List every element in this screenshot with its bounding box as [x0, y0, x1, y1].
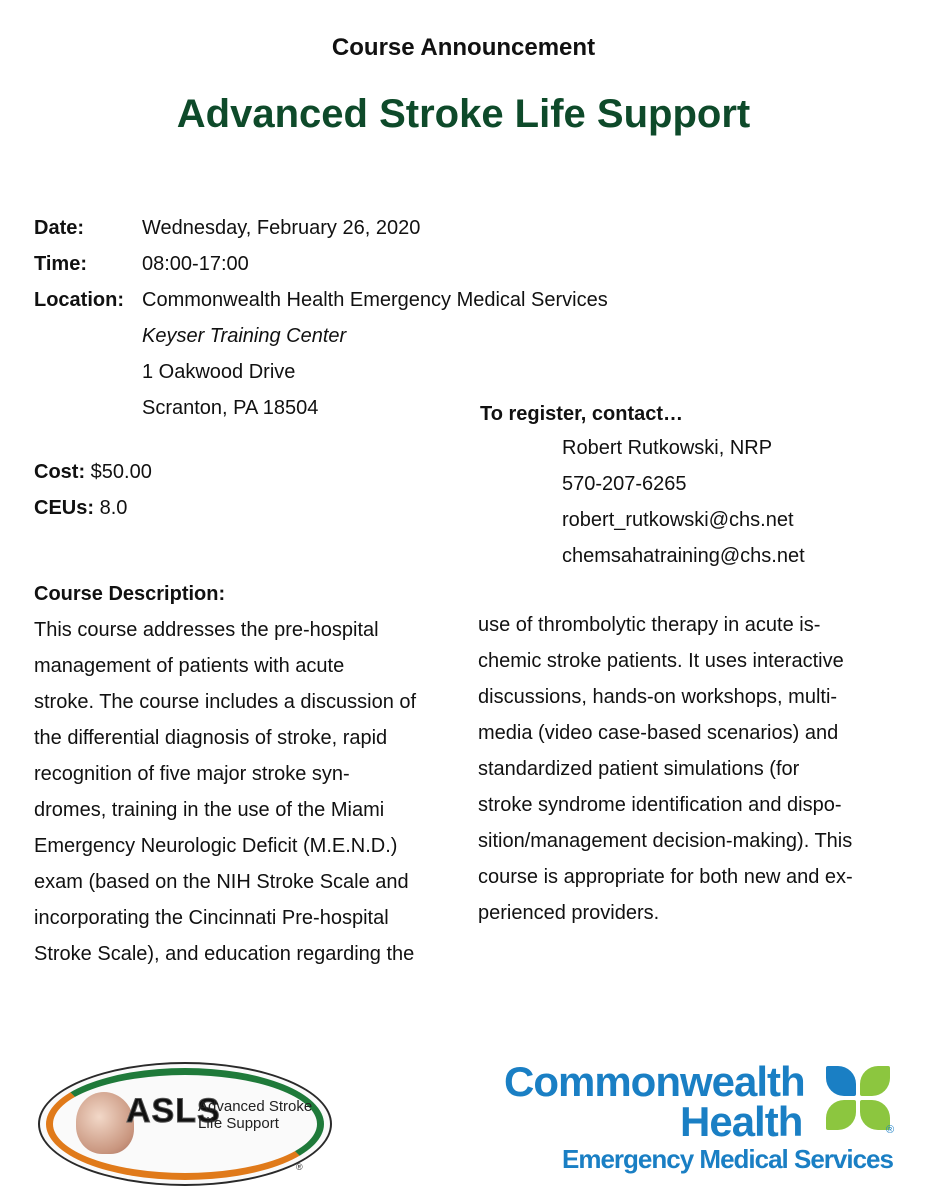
- contact-phone: 570-207-6265: [562, 473, 687, 495]
- logo-word-commonwealth: Commonwealth: [504, 1058, 805, 1105]
- description-line: sition/management decision-making). This: [478, 830, 853, 852]
- date-row: [0, 210, 927, 246]
- contact-name: Robert Rutkowski, NRP: [562, 437, 773, 459]
- asls-logo-text: [198, 1098, 312, 1132]
- description-line: course is appropriate for both new and ex-: [478, 866, 853, 888]
- description-right-column: [478, 607, 853, 931]
- location-line: Keyser Training Center: [142, 325, 347, 347]
- registered-mark: ®: [886, 1124, 895, 1136]
- asls-logo-abbr: ASLS: [126, 1092, 221, 1130]
- announcement-heading: Course Announcement: [331, 34, 596, 61]
- description-line: This course addresses the pre-hospital: [34, 619, 379, 641]
- cost-row: [34, 454, 152, 490]
- registered-mark: ®: [296, 1162, 303, 1172]
- time-label: Time:: [34, 253, 87, 275]
- description-line: stroke. The course includes a discussion of: [34, 691, 417, 713]
- location-line: 1 Oakwood Drive: [142, 361, 296, 383]
- date-label: Date:: [34, 217, 85, 239]
- asls-logo: [38, 1062, 336, 1190]
- register-heading: To register, contact…: [480, 403, 684, 425]
- description-line: use of thrombolytic therapy in acute is-: [478, 614, 821, 636]
- description-line: exam (based on the NIH Stroke Scale and: [34, 871, 409, 893]
- description-line: perienced providers.: [478, 902, 660, 924]
- description-line: stroke syndrome identification and dispo-: [478, 794, 842, 816]
- description-heading: Course Description:: [34, 583, 226, 605]
- location-line: Scranton, PA 18504: [142, 397, 319, 419]
- time-row: [0, 246, 927, 282]
- location-row: [0, 282, 927, 426]
- description-line: dromes, training in the use of the Miami: [34, 799, 385, 821]
- description-line: media (video case-based scenarios) and: [478, 722, 839, 744]
- cost-label: Cost:: [34, 461, 86, 483]
- cost-value: $50.00: [85, 461, 152, 483]
- ceu-value: 8.0: [94, 497, 128, 519]
- commonwealth-health-logo: [504, 1060, 904, 1180]
- description-line: recognition of five major stroke syn-: [34, 763, 350, 785]
- description-line: chemic stroke patients. It uses interactive: [478, 650, 844, 672]
- time-value: 08:00-17:00: [142, 253, 249, 275]
- asls-logo-line2: Life Support: [198, 1115, 279, 1132]
- course-title: Advanced Stroke Life Support: [176, 92, 751, 136]
- description-line: management of patients with acute: [34, 655, 345, 677]
- description-line: incorporating the Cincinnati Pre-hospital: [34, 907, 389, 929]
- ceu-row: [34, 490, 127, 526]
- ceu-label: CEUs:: [34, 497, 95, 519]
- contact-email-training: chemsahatraining@chs.net: [562, 545, 805, 567]
- description-line: standardized patient simulations (for: [478, 758, 800, 780]
- date-value: Wednesday, February 26, 2020: [142, 217, 421, 239]
- location-label: Location:: [34, 289, 124, 311]
- description-line: Emergency Neurologic Deficit (M.E.N.D.): [34, 835, 398, 857]
- contact-email: robert_rutkowski@chs.net: [562, 509, 794, 531]
- location-line: Commonwealth Health Emergency Medical Services: [142, 289, 608, 311]
- logo-word-ems: Emergency Medical Services: [562, 1144, 893, 1174]
- asls-logo-line1: Advanced Stroke: [198, 1098, 313, 1115]
- four-petal-mark-icon: [822, 1062, 892, 1132]
- description-left-column: [34, 612, 416, 972]
- description-line: Stroke Scale), and education regarding the: [34, 943, 415, 965]
- description-line: discussions, hands-on workshops, multi-: [478, 686, 838, 708]
- description-line: the differential diagnosis of stroke, rapid: [34, 727, 388, 749]
- logo-word-health: Health: [680, 1098, 803, 1145]
